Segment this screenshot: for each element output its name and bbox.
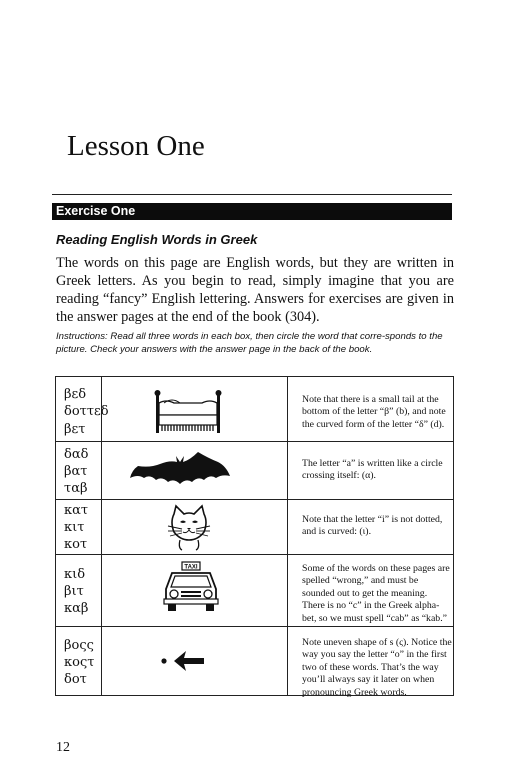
word-choice[interactable]: κατ	[64, 503, 89, 518]
exercise-subheading: Reading English Words in Greek	[56, 232, 258, 247]
picture-cell	[102, 377, 288, 441]
bat-icon	[130, 450, 230, 494]
word-choices	[56, 377, 109, 441]
exercise-header-bar	[52, 203, 452, 220]
word-choice[interactable]: κιτ	[64, 520, 85, 535]
word-choice[interactable]: κοςτ	[64, 655, 95, 670]
word-choice[interactable]: δαδ	[64, 447, 89, 462]
taxi-sign: TAXI	[184, 564, 198, 571]
table-row	[56, 377, 453, 442]
row-note: Some of the words on these pages are spelled “wrong,” and must be sounded out to get the meaning. There is no “c” in the Greek alpha-bet, so we must spell “cab” as “kab.”	[302, 563, 450, 624]
title-divider	[52, 194, 452, 195]
exercise-table	[55, 376, 454, 696]
word-choice[interactable]: δοττεδ	[64, 404, 109, 419]
picture-cell	[102, 442, 288, 499]
cat-icon	[166, 504, 212, 552]
picture-cell	[102, 555, 288, 626]
lesson-title: Lesson One	[67, 130, 205, 162]
taxi-icon	[162, 561, 220, 613]
dot-arrow-icon	[160, 647, 212, 673]
word-choices	[56, 555, 102, 626]
table-row	[56, 500, 453, 555]
word-choice[interactable]: κιδ	[64, 567, 86, 582]
word-choice[interactable]: ταβ	[64, 481, 88, 496]
picture-cell	[102, 627, 288, 695]
word-choice[interactable]: δοτ	[64, 672, 87, 687]
row-note: Note that there is a small tail at the bottom of the letter “β” (b), and note the curved form of the letter “δ” (d).	[302, 394, 446, 430]
word-choice[interactable]: βετ	[64, 422, 86, 437]
word-choice[interactable]: βεδ	[64, 387, 87, 402]
word-choice[interactable]: βιτ	[64, 584, 84, 599]
table-row	[56, 627, 453, 698]
word-choice[interactable]: καβ	[64, 601, 89, 616]
row-note: Note that the letter “i” is not dotted, and is curved: (ι).	[302, 514, 443, 538]
table-row	[56, 442, 453, 500]
word-choices	[56, 627, 102, 695]
bed-icon	[154, 389, 222, 435]
word-choices	[56, 442, 102, 499]
page-number: 12	[56, 740, 70, 755]
picture-cell	[102, 500, 288, 554]
word-choices	[56, 500, 102, 554]
table-row	[56, 555, 453, 627]
row-note: Note uneven shape of s (ς). Notice the way you say the letter “o” in the first two of these words. That’s the way you’ll always say it later on when pronouncing Greek words.	[302, 637, 452, 698]
instructions-text: Instructions: Read all three words in each box, then circle the word that corre-sponds to the picture. Check your answers with the answer page in the back of the book.	[56, 331, 443, 355]
exercise-label: Exercise One	[56, 204, 136, 218]
word-choice[interactable]: βατ	[64, 464, 88, 479]
word-choice[interactable]: κοτ	[64, 537, 88, 552]
word-choice[interactable]: βοςς	[64, 638, 94, 653]
intro-paragraph: The words on this page are English words, but they are written in Greek letters. As you begin to read, simply imagine that you are reading “fancy” English lettering. Answers for exercises are given in the answer pages at the end of the book (304).	[56, 255, 454, 325]
row-note: The letter “a” is written like a circle crossing itself: (α).	[302, 458, 443, 482]
